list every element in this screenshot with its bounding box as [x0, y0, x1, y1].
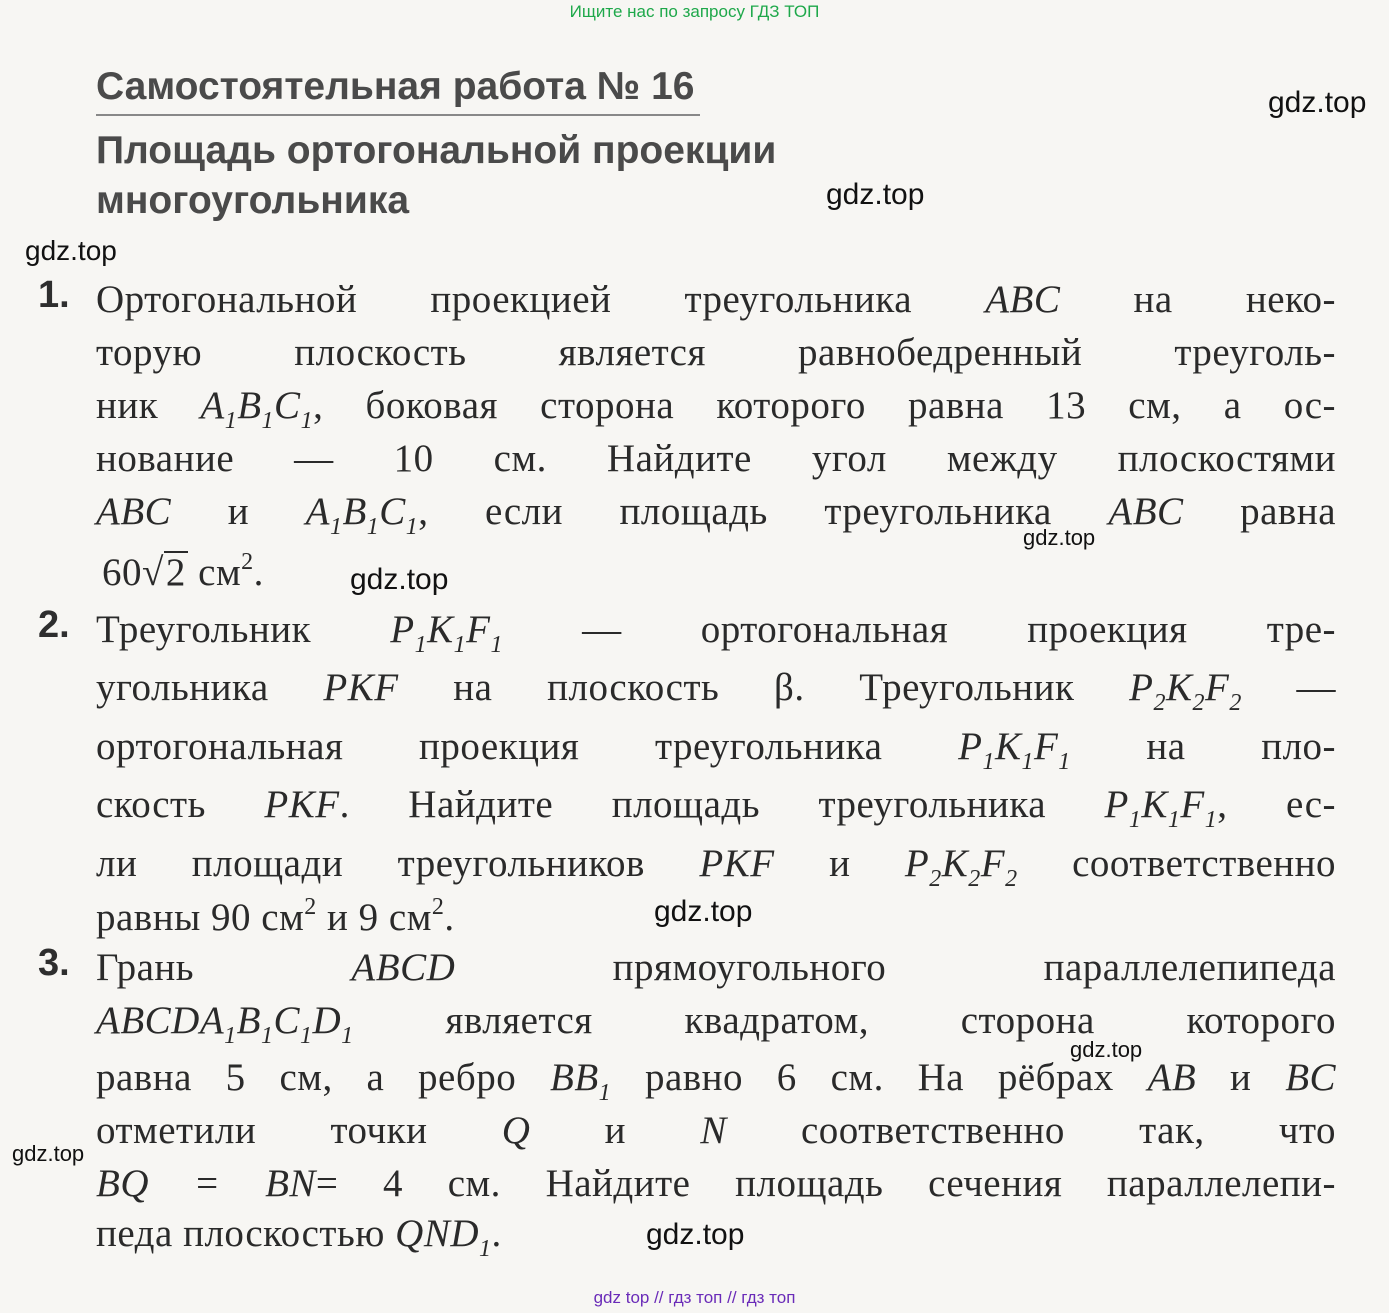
watermark: gdz.top — [350, 563, 449, 596]
watermark: gdz.top — [12, 1141, 85, 1166]
problem-3-number: 3. — [38, 942, 70, 984]
watermark: gdz.top — [646, 1218, 745, 1251]
problem-3-line-1: Грань ABCD прямоугольного параллелепипеда — [96, 946, 1337, 989]
problem-1-line-2: торую плоскость является равнобедренный треуголь- — [96, 331, 1336, 374]
top-banner: Ищите нас по запросу ГДЗ ТОП — [569, 2, 820, 21]
problem-3-line-4: отметили точки Q и N соответственно так, что — [96, 1109, 1337, 1152]
problem-2-line-4: скость PKF. Найдите площадь треугольника $P_1K_1F_1$, ес- — [96, 783, 1337, 833]
work-title: Самостоятельная работа № 16 — [96, 62, 694, 112]
problem-3-line-5: BQ = BN= 4 см. Найдите площадь сечения параллелепи- — [96, 1162, 1337, 1205]
problem-2-line-2: угольника PKF на плоскость β. Треугольник $P_2K_2F_2$ — — [96, 666, 1337, 716]
problem-1-number: 1. — [38, 274, 70, 316]
problem-2-line-5: ли площади треугольников PKF и $P_2K_2F_2$ соответственно — [96, 842, 1337, 892]
problem-1-line-6: 60√2 $см^2$. — [102, 549, 264, 594]
problem-2-line-1: Треугольник $P_1K_1F_1$ — ортогональная проекция тре- — [96, 608, 1337, 658]
problem-2-line-6: равны 90 $см^2$ и 9 $см^2$. — [96, 894, 455, 939]
problem-2-number: 2. — [38, 604, 70, 646]
problem-2-line-3: ортогональная проекция треугольника $P_1K_1F_1$ на пло- — [96, 725, 1337, 775]
problem-1-line-1: Ортогональной проекцией треугольника ABC на неко- — [96, 278, 1337, 321]
problem-3-line-6: педа плоскостью $QND_1$. — [96, 1212, 502, 1262]
problem-1-line-3: ник $A_1B_1C_1$, боковая сторона которого равна 13 см, а ос- — [96, 384, 1336, 434]
watermark: gdz.top — [1023, 525, 1096, 550]
problem-1-line-5: ABC и $A_1B_1C_1$, если площадь треугольника ABC равна — [96, 490, 1337, 540]
bottom-banner: gdz top // гдз топ // гдз топ — [593, 1288, 796, 1307]
problem-3-line-2: $ABCDA_1B_1C_1D_1$ является квадратом, сторона которого — [96, 999, 1336, 1049]
watermark: gdz.top — [826, 178, 925, 211]
problem-1-line-4: нование — 10 см. Найдите угол между плоскостями — [96, 437, 1336, 480]
topic-title: Площадь ортогональной проекции многоугольника — [96, 129, 777, 222]
watermark: gdz.top — [1268, 86, 1367, 119]
watermark: gdz.top — [1070, 1037, 1143, 1062]
problem-3-line-3: равна 5 см, а ребро $BB_1$ равно 6 см. На рёбрах AB и BC — [96, 1056, 1337, 1106]
watermark: gdz.top — [654, 895, 753, 928]
watermark: gdz.top — [25, 235, 117, 266]
